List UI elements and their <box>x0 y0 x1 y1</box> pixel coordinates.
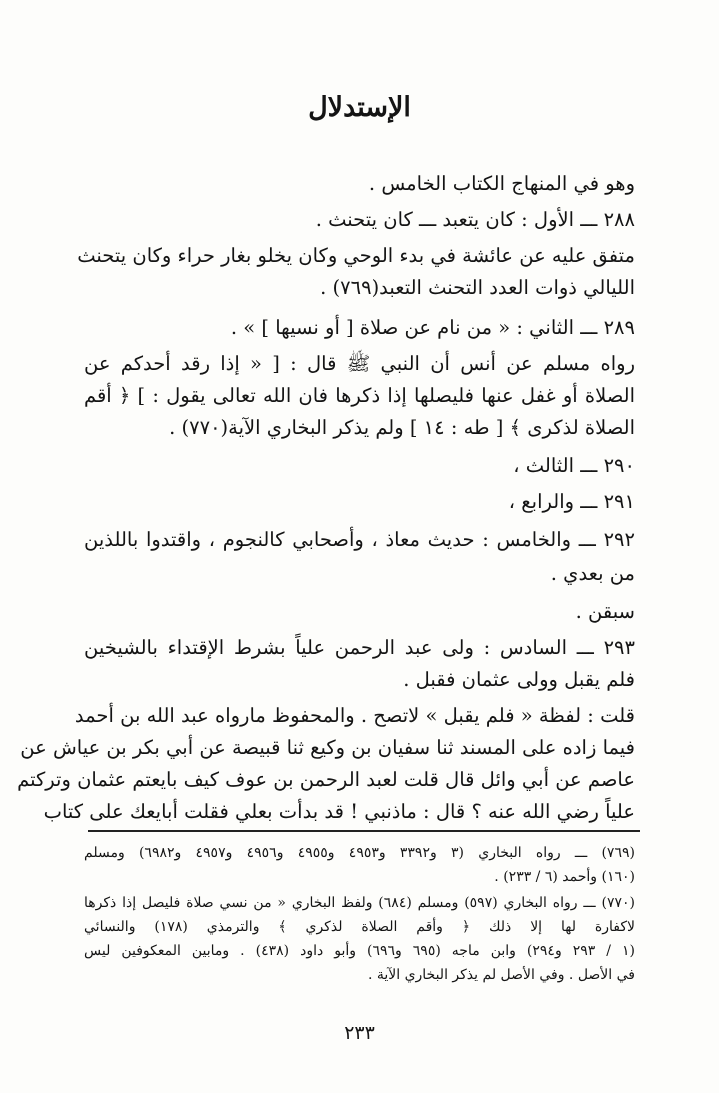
text-line: من بعدي . <box>550 562 635 585</box>
text-line: الليالي ذوات العدد التحنث التعبد(٧٦٩) . <box>320 276 635 299</box>
text-line: ٢٩٠ ـــ الثالث ، <box>513 454 635 477</box>
page-number: ٢٣٣ <box>344 1022 375 1044</box>
footnote-line: (٧٧٠) ـــ رواه البخاري (٥٩٧) ومسلم (٦٨٤) ولفظ البخاري « من نسي صلاة فليصل إذا ذكرها <box>84 895 635 911</box>
text-line: قلت : لفظة « فلم يقبل » لاتصح . والمحفوظ مارواه عبد الله بن أحمد <box>74 704 635 727</box>
text-line: الصلاة لذكرى ﴾ [ طه : ١٤ ] ولم يذكر البخاري الآية(٧٧٠) . <box>169 416 635 439</box>
text-line: ٢٨٩ ـــ الثاني : « من نام عن صلاة [ أو نسيها ] » . <box>230 316 635 339</box>
footnote-line: لاكفارة لها إلا ذلك ﴿ وأقم الصلاة لذكري ﴾ والترمذي (١٧٨) والنسائي <box>84 919 635 935</box>
text-line: عاصم عن أبي وائل قال قلت لعبد الرحمن بن عوف كيف بايعتم عثمان وتركتم <box>17 768 635 791</box>
text-line: رواه مسلم عن أنس أن النبي ﷺ قال : [ « إذا رقد أحدكم عن <box>84 352 635 375</box>
text-line: فلم يقبل وولى عثمان فقبل . <box>403 668 635 691</box>
footnote-line: (٧٦٩) ـــ رواه البخاري (٣ و٣٣٩٢ و٤٩٥٣ و٤٩٥٥ و٤٩٥٦ و٤٩٥٧ و٦٩٨٢) ومسلم <box>84 845 635 861</box>
text-line: علياً رضي الله عنه ؟ قال : ماذنبي ! قد بدأت بعلي فقلت أبايعك على كتاب <box>43 800 635 823</box>
text-line: الصلاة أو غفل عنها فليصلها إذا ذكرها فان الله تعالى يقول : ] ﴿ أقم <box>84 384 635 407</box>
text-line: ٢٩١ ـــ والرابع ، <box>508 490 635 513</box>
text-line: فيما زاده على المسند ثنا سفيان بن وكيع ثنا قبيصة عن أبي بكر بن عياش عن <box>20 736 635 759</box>
text-line: متفق عليه عن عائشة في بدء الوحي وكان يخلو بغار حراء وكان يتحنث <box>77 244 635 267</box>
footnote-line: في الأصل . وفي الأصل لم يذكر البخاري الآية . <box>367 967 635 983</box>
text-line: ٢٩٣ ـــ السادس : ولى عبد الرحمن علياً بشرط الإقتداء بالشيخين <box>84 636 635 659</box>
chapter-title: الإستدلال <box>308 92 411 123</box>
text-line: ٢٨٨ ـــ الأول : كان يتعبد ـــ كان يتحنث . <box>315 208 635 231</box>
text-line: سبقن . <box>575 600 635 623</box>
footnote-line: (١٦٠) وأحمد (٦ / ٢٣٣) . <box>494 869 635 885</box>
text-line: ٢٩٢ ـــ والخامس : حديث معاذ ، وأصحابي كالنجوم ، واقتدوا باللذين <box>84 528 635 551</box>
footnote-divider <box>88 830 640 832</box>
footnote-line: (١ / ٢٩٣ و٢٩٤) وابن ماجه (٦٩٥ و٦٩٦) وأبو داود (٤٣٨) . ومابين المعكوفين ليس <box>84 943 635 959</box>
text-line: وهو في المنهاج الكتاب الخامس . <box>368 172 635 195</box>
